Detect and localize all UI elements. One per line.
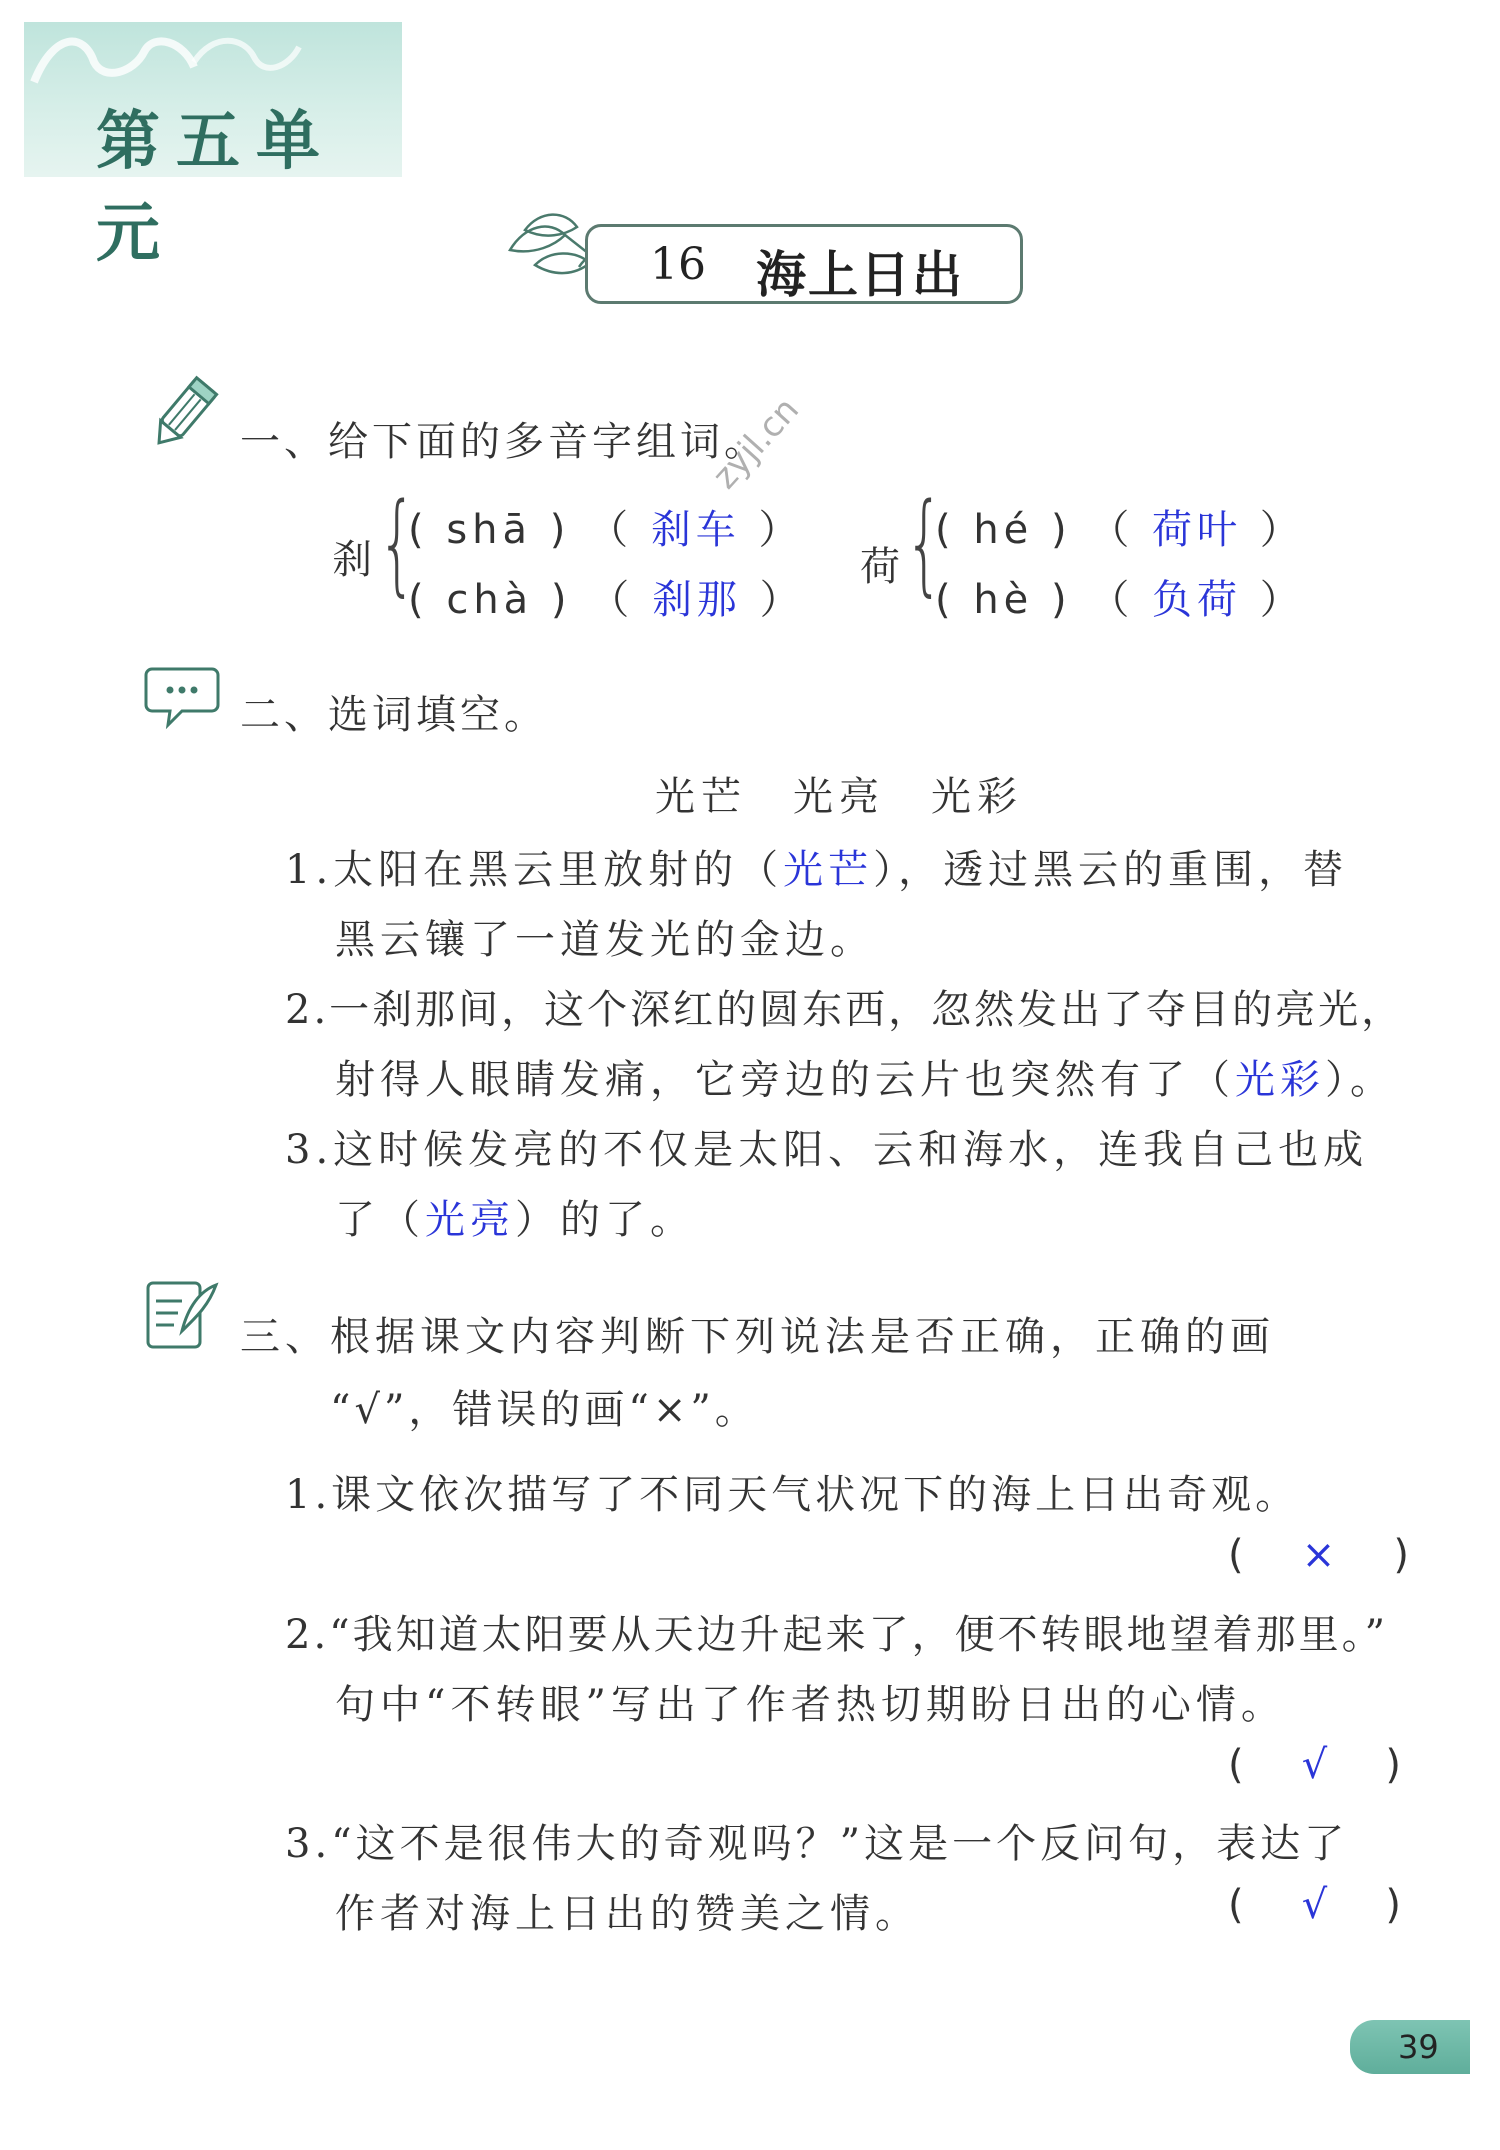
pinyin: shā [446, 507, 533, 553]
section2-heading: 二、选词填空。 [240, 692, 548, 738]
unit-banner [24, 22, 402, 271]
section1-heading: 一、给下面的多音字组词。 [240, 419, 768, 465]
answer: 荷叶 [1152, 507, 1243, 553]
list-item: 1.太阳在黑云里放射的（光芒），透过黑云的重围，替 [285, 847, 1349, 893]
section3-heading-line1: 三、根据课文内容判断下列说法是否正确，正确的画 [240, 1314, 1275, 1360]
lesson-number: 16 [650, 239, 706, 290]
list-item-line: 射得人眼睛发痛，它旁边的云片也突然有了（光彩）。 [335, 1057, 1395, 1103]
list-item: 2.一刹那间，这个深红的圆东西，忽然发出了夺目的亮光， [285, 987, 1405, 1033]
answer-slot: ( √ ) [1228, 1882, 1406, 1928]
answer-slot: ( × ) [1228, 1532, 1415, 1578]
answer: 负荷 [1152, 577, 1243, 623]
answer: 刹车 [650, 507, 741, 553]
page-number: 39 [1398, 2028, 1439, 2066]
word-bank: 光芒 光亮 光彩 [655, 774, 1023, 820]
pinyin: hé [973, 507, 1034, 553]
list-item: 3.“这不是很伟大的奇观吗？”这是一个反问句，表达了 [285, 1821, 1349, 1867]
pinyin: chà [446, 577, 534, 623]
list-item-line: 黑云镶了一道发光的金边。 [335, 917, 875, 963]
list-item: 1.课文依次描写了不同天气状况下的海上日出奇观。 [285, 1472, 1300, 1518]
pinyin: hè [973, 577, 1034, 623]
answer: 刹那 [651, 577, 742, 623]
answer: 光亮 [425, 1197, 515, 1243]
list-item-line: 作者对海上日出的赞美之情。 [335, 1891, 920, 1937]
pencil-icon [145, 375, 225, 455]
answer: × [1301, 1532, 1341, 1578]
lesson-title-box [585, 224, 1023, 304]
pinyin-row: ( chà ) （ 刹那 ） [408, 577, 805, 623]
unit-title: 第五单元 [96, 104, 336, 271]
pinyin-row: ( hé ) （ 荷叶 ） [935, 507, 1305, 553]
answer-slot: ( √ ) [1228, 1742, 1406, 1788]
list-item: 2.“我知道太阳要从天边升起来了，便不转眼地望着那里。” [285, 1612, 1389, 1658]
polyphone-char: 荷 [860, 544, 905, 590]
brace-mark: { [378, 479, 417, 607]
list-item: 3.这时候发亮的不仅是太阳、云和海水，连我自己也成 [285, 1127, 1369, 1173]
list-item-line: 句中“不转眼”写出了作者热切期盼日出的心情。 [335, 1682, 1286, 1728]
polyphone-char: 刹 [332, 537, 377, 583]
list-item-line: 了（光亮）的了。 [335, 1197, 695, 1243]
speech-bubble-icon [142, 655, 222, 735]
brace-mark: { [905, 479, 944, 607]
pinyin-row: ( shā ) （ 刹车 ） [408, 507, 804, 553]
notepad-quill-icon [142, 1275, 222, 1355]
watermark: zyjl.cn [705, 389, 807, 497]
page-number-tab [1350, 2020, 1470, 2074]
answer: √ [1301, 1882, 1333, 1928]
answer: 光彩 [1235, 1057, 1325, 1103]
answer: √ [1301, 1742, 1333, 1788]
section3-heading-line2: “√”，错误的画“×”。 [330, 1387, 759, 1433]
answer: 光芒 [783, 847, 874, 893]
pinyin-row: ( hè ) （ 负荷 ） [935, 577, 1305, 623]
lesson-title: 海上日出 [756, 245, 964, 304]
